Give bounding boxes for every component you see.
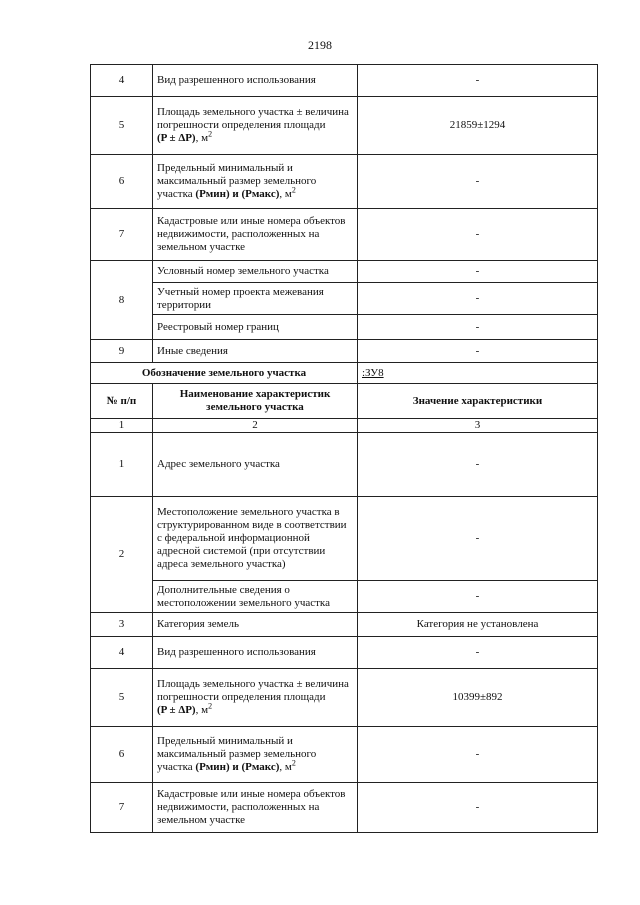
column-index: 3	[358, 419, 598, 433]
row-label-text: Площадь земельного участка ± величина погрешности определения площади	[157, 678, 349, 703]
table-row	[91, 637, 598, 669]
row-label-text: Предельный минимальный и максимальный размер земельного участка	[157, 735, 317, 773]
row-label	[153, 727, 358, 783]
area-unit: , м	[195, 132, 209, 144]
row-number: 4	[91, 637, 153, 669]
row-value: -	[358, 155, 598, 209]
header-row	[91, 384, 598, 419]
row-number: 5	[91, 97, 153, 155]
row-number: 6	[91, 727, 153, 783]
row-label: Реестровый номер границ	[153, 315, 358, 340]
row-value: -	[358, 497, 598, 581]
row-value: 10399±892	[358, 669, 598, 727]
row-label-text: Предельный минимальный и максимальный размер земельного участка	[157, 162, 317, 200]
size-unit: , м	[279, 761, 292, 773]
row-label: Категория земель	[153, 613, 358, 637]
row-number: 2	[91, 497, 153, 613]
area-formula: (P ± ΔP)	[157, 132, 196, 144]
row-value: Категория не установлена	[358, 613, 598, 637]
table-row	[91, 581, 598, 613]
table-row	[91, 727, 598, 783]
row-number: 7	[91, 209, 153, 261]
size-formula: (Pмин) и (Pмакс)	[195, 188, 280, 200]
table-row	[91, 65, 598, 97]
table-row	[91, 283, 598, 315]
row-number: 4	[91, 65, 153, 97]
row-label	[153, 97, 358, 155]
header-number: № п/п	[91, 384, 153, 419]
designation-row	[91, 363, 598, 384]
row-label-text: Площадь земельного участка ± величина погрешности определения площади	[157, 106, 349, 131]
row-number: 8	[91, 261, 153, 340]
row-number: 9	[91, 340, 153, 363]
table-row	[91, 783, 598, 833]
table-row	[91, 261, 598, 283]
row-value: -	[358, 340, 598, 363]
row-number: 7	[91, 783, 153, 833]
table-row	[91, 497, 598, 581]
table-row	[91, 340, 598, 363]
row-label: Адрес земельного участка	[153, 433, 358, 497]
row-value: -	[358, 727, 598, 783]
row-label: Вид разрешенного использования	[153, 637, 358, 669]
row-value: -	[358, 433, 598, 497]
unit-exponent: 2	[291, 758, 296, 768]
row-label	[153, 669, 358, 727]
row-label: Местоположение земельного участка в структурированном виде в соответствии с федеральной информационной адресной системой (при отсутствии адреса земельного участка)	[153, 497, 358, 581]
row-value: -	[358, 783, 598, 833]
area-formula: (P ± ΔP)	[157, 704, 196, 716]
table-row	[91, 433, 598, 497]
header-value: Значение характеристики	[358, 384, 598, 419]
row-number: 5	[91, 669, 153, 727]
table-row	[91, 155, 598, 209]
size-formula: (Pмин) и (Pмакс)	[195, 761, 280, 773]
unit-exponent: 2	[208, 701, 213, 711]
row-value: -	[358, 261, 598, 283]
row-label: Кадастровые или иные номера объектов недвижимости, расположенных на земельном участке	[153, 783, 358, 833]
table-row	[91, 315, 598, 340]
table-row	[91, 669, 598, 727]
row-label: Условный номер земельного участка	[153, 261, 358, 283]
size-unit: , м	[279, 188, 292, 200]
row-label: Дополнительные сведения о местоположении земельного участка	[153, 581, 358, 613]
row-label: Вид разрешенного использования	[153, 65, 358, 97]
row-label: Учетный номер проекта межевания территории	[153, 283, 358, 315]
row-value: -	[358, 315, 598, 340]
row-value: -	[358, 283, 598, 315]
row-number: 3	[91, 613, 153, 637]
column-index-row	[91, 419, 598, 433]
row-number: 1	[91, 433, 153, 497]
header-characteristic: Наименование характеристик земельного участка	[153, 384, 358, 419]
row-value: -	[358, 209, 598, 261]
row-value: -	[358, 65, 598, 97]
row-value: 21859±1294	[358, 97, 598, 155]
designation-value: :ЗУ8	[358, 363, 598, 384]
row-value: -	[358, 581, 598, 613]
designation-label: Обозначение земельного участка	[91, 363, 358, 384]
column-index: 2	[153, 419, 358, 433]
column-index: 1	[91, 419, 153, 433]
row-label: Кадастровые или иные номера объектов недвижимости, расположенных на земельном участке	[153, 209, 358, 261]
unit-exponent: 2	[291, 185, 296, 195]
row-number: 6	[91, 155, 153, 209]
table-row	[91, 209, 598, 261]
row-label: Иные сведения	[153, 340, 358, 363]
row-label	[153, 155, 358, 209]
table-row	[91, 613, 598, 637]
land-plot-table	[90, 64, 598, 833]
row-value: -	[358, 637, 598, 669]
area-unit: , м	[195, 704, 209, 716]
page-number: 2198	[308, 38, 332, 52]
unit-exponent: 2	[208, 129, 213, 139]
table-row	[91, 97, 598, 155]
